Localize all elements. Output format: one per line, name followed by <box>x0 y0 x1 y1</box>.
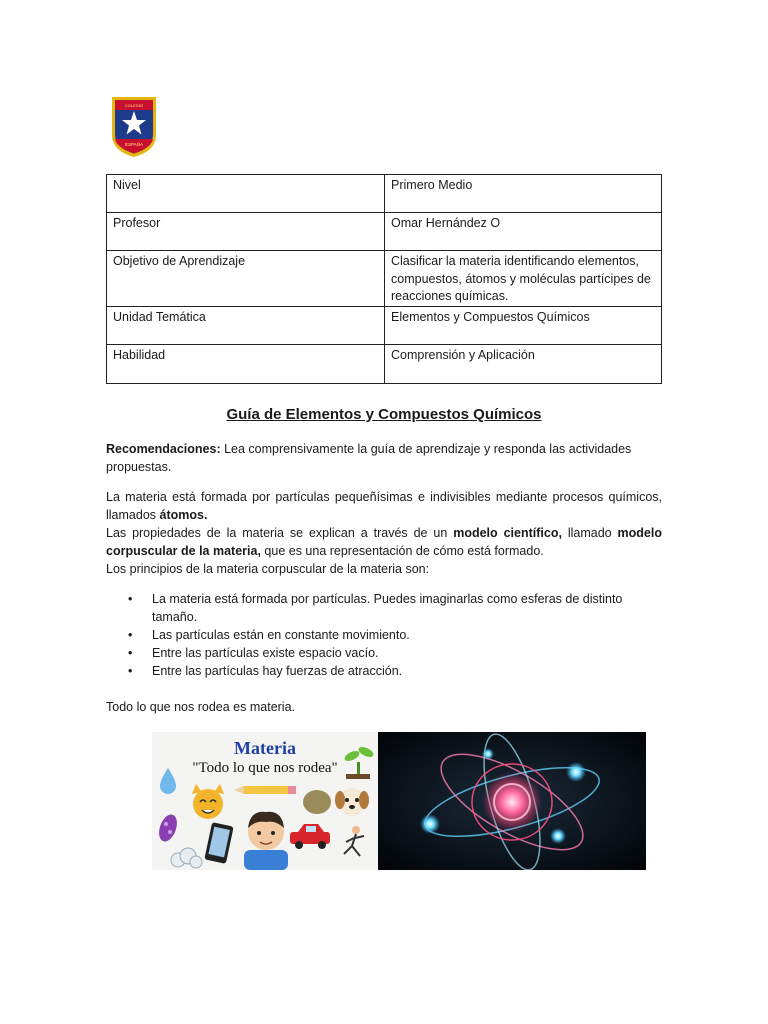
closing-sentence: Todo lo que nos rodea es materia. <box>106 700 296 714</box>
guide-title: Guía de Elementos y Compuestos Químicos <box>226 406 542 423</box>
table-row <box>107 251 662 307</box>
paragraph-model-text-3: que es una representación de cómo está formado. <box>260 544 544 558</box>
profesor-label: Profesor <box>107 213 385 251</box>
cat-face-icon <box>192 784 224 819</box>
habilidad-value: Comprensión y Aplicación <box>385 344 662 383</box>
paragraph-atoms-bold: átomos. <box>159 508 208 522</box>
paragraph-principles: Los principios de la materia corpuscular de la materia son: <box>106 562 430 576</box>
list-item-text: Entre las partículas existe espacio vacío. <box>152 646 379 660</box>
bullet-icon: • <box>128 592 133 606</box>
car-icon <box>290 824 330 849</box>
table-row <box>107 175 662 213</box>
list-item <box>128 626 658 644</box>
electron-glow <box>482 748 494 760</box>
unidad-value: Elementos y Compuestos Químicos <box>385 306 662 344</box>
bullet-icon: • <box>128 664 133 678</box>
atom-drawing <box>378 732 646 870</box>
list-item-text: Las partículas están en constante movimiento. <box>152 628 410 642</box>
course-info-table <box>106 174 662 384</box>
paragraph-atoms <box>106 488 662 524</box>
list-item-text: La materia está formada por partículas. Puedes imaginarlas como esferas de distinto tamaño. <box>152 592 623 624</box>
list-item <box>128 644 658 662</box>
paragraph-atoms-text: La materia está formada por partículas pequeñísimas e indivisibles mediante procesos químicos, llamados <box>106 490 662 522</box>
water-drop-icon <box>160 768 176 794</box>
table-row <box>107 344 662 383</box>
objetivo-label: Objetivo de Aprendizaje <box>107 251 385 307</box>
electron-glow <box>420 814 440 834</box>
logo-text-bottom: ESPAÑA <box>125 142 143 147</box>
list-item <box>128 590 658 626</box>
body-paragraphs <box>106 488 662 578</box>
dog-face-icon <box>335 788 369 816</box>
illustration-title: Materia <box>234 738 296 758</box>
logo-text-top: COLEGIO <box>124 103 144 108</box>
principles-list <box>128 590 658 680</box>
illustration-subtitle: "Todo lo que nos rodea" <box>192 760 338 776</box>
paragraph-model-bold-1: modelo científico, <box>453 526 562 540</box>
paragraph-model-text-1: Las propiedades de la materia se explican a través de un <box>106 526 454 540</box>
bacteria-icon <box>156 812 181 844</box>
table-row <box>107 213 662 251</box>
plant-sprout-icon <box>343 745 375 779</box>
profesor-value: Omar Hernández O <box>385 213 662 251</box>
bullet-icon: • <box>128 646 133 660</box>
nivel-value: Primero Medio <box>385 175 662 213</box>
atom-illustration <box>378 732 646 870</box>
paragraph-model-bold-2: modelo corpuscular de la materia, <box>106 526 662 558</box>
smartphone-icon <box>204 822 233 864</box>
objetivo-value: Clasificar la materia identificando elementos, compuestos, átomos y moléculas partícipes de reacciones químicas. <box>385 251 662 307</box>
recommendations-label: Recomendaciones: <box>106 442 221 456</box>
materia-illustration <box>152 732 378 870</box>
recommendations-text: Lea comprensivamente la guía de aprendizaje y responda las actividades propuestas. <box>106 442 632 474</box>
rock-icon <box>303 790 331 814</box>
pencil-icon <box>234 786 296 794</box>
atom-nucleus <box>482 772 542 832</box>
unidad-label: Unidad Temática <box>107 306 385 344</box>
bullet-icon: • <box>128 628 133 642</box>
paragraph-model <box>106 524 662 560</box>
boy-avatar-icon <box>244 812 288 870</box>
list-item-text: Entre las partículas hay fuerzas de atracción. <box>152 664 403 678</box>
electron-glow <box>566 762 586 782</box>
list-item <box>128 662 658 680</box>
school-crest-logo <box>110 95 158 159</box>
materia-collage-drawing <box>152 732 378 870</box>
nivel-label: Nivel <box>107 175 385 213</box>
runner-icon <box>344 826 364 856</box>
electron-glow <box>550 828 566 844</box>
table-row <box>107 306 662 344</box>
recommendations-paragraph <box>106 440 662 476</box>
paragraph-model-text-2: llamado <box>561 526 618 540</box>
habilidad-label: Habilidad <box>107 344 385 383</box>
wind-puff-icon <box>171 848 202 868</box>
